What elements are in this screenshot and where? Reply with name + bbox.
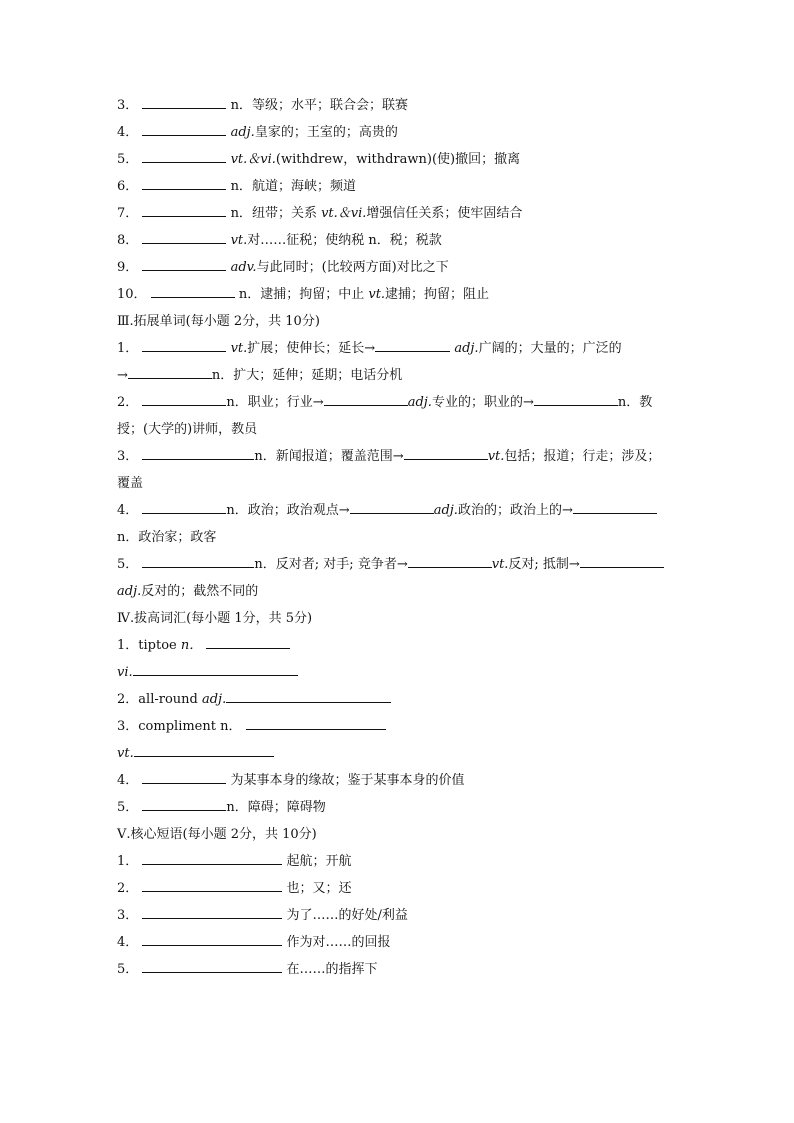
meaning: 纽带；关系	[251, 206, 322, 221]
extend-item-continued	[117, 578, 679, 605]
answer-blank[interactable]	[580, 554, 664, 568]
part-of-speech: adj.	[201, 692, 227, 707]
meaning: 也；又；还	[282, 881, 352, 896]
meaning: 为某事本身的缘故；鉴于某事本身的价值	[226, 773, 465, 788]
worksheet-page	[117, 92, 679, 983]
vocab-item	[117, 146, 679, 173]
part-of-speech: adj.	[407, 395, 432, 410]
advanced-item	[117, 740, 679, 767]
item-number: 3．	[117, 98, 139, 113]
section-heading-5: Ⅴ.核心短语(每小题 2分，共 10分)	[117, 827, 317, 842]
part-of-speech: n．	[230, 206, 252, 221]
part-of-speech: vt.	[230, 233, 248, 248]
answer-blank[interactable]	[246, 716, 386, 730]
meaning: 扩展；使伸长；延长→	[247, 341, 376, 356]
vocab-item	[117, 227, 679, 254]
vocab-item	[117, 200, 679, 227]
meaning: 皇家的；王室的；高贵的	[254, 125, 398, 140]
part-of-speech: vt.	[487, 449, 505, 464]
meaning: 反对的；截然不同的	[141, 584, 259, 599]
answer-blank[interactable]	[142, 878, 282, 892]
item-number: 5．	[117, 152, 139, 167]
word: compliment	[138, 719, 221, 734]
answer-blank[interactable]	[142, 176, 226, 190]
answer-blank[interactable]	[128, 365, 212, 379]
part-of-speech: n．	[117, 530, 139, 545]
part-of-speech: adj.	[454, 341, 479, 356]
meaning: 航道；海峡；频道	[251, 179, 356, 194]
answer-blank[interactable]	[324, 392, 408, 406]
answer-blank[interactable]	[573, 500, 657, 514]
item-number: 4．	[117, 503, 139, 518]
part-of-speech: n．	[254, 449, 276, 464]
item-number: 8．	[117, 233, 139, 248]
part-of-speech: vt.	[117, 746, 134, 761]
meaning: 在……的指挥下	[282, 962, 378, 977]
meaning: 政治的；政治上的→	[457, 503, 573, 518]
meaning: 反对者; 对手; 竞争者→	[275, 557, 408, 572]
part-of-speech: vi.	[117, 665, 133, 680]
answer-blank[interactable]	[142, 122, 226, 136]
meaning: 教	[639, 395, 653, 410]
advanced-item	[117, 686, 679, 713]
answer-blank[interactable]	[142, 257, 226, 271]
meaning: 作为对……的回报	[282, 935, 391, 950]
item-number: 6．	[117, 179, 139, 194]
part-of-speech: n．	[226, 800, 248, 815]
word: all-round	[138, 692, 202, 707]
answer-blank[interactable]	[142, 203, 226, 217]
meaning: 扩大；延伸；延期；电话分机	[233, 368, 403, 383]
answer-blank[interactable]	[408, 554, 492, 568]
extend-item-continued	[117, 524, 679, 551]
item-number: 1．	[117, 854, 139, 869]
part-of-speech: n．	[230, 179, 252, 194]
advanced-item	[117, 767, 679, 794]
part-of-speech: adj.	[230, 125, 255, 140]
answer-blank[interactable]	[226, 689, 391, 703]
item-number: 2．	[117, 395, 139, 410]
advanced-item	[117, 794, 679, 821]
extend-item	[117, 389, 679, 416]
answer-blank[interactable]	[142, 797, 226, 811]
item-number: 5．	[117, 962, 139, 977]
part-of-speech-2: vt.＆vi.	[321, 206, 367, 221]
answer-blank[interactable]	[350, 500, 434, 514]
section-heading-3: Ⅲ.拓展单词(每小题 2分，共 10分)	[117, 314, 320, 329]
answer-blank[interactable]	[134, 743, 274, 757]
part-of-speech-2: vt.	[368, 287, 386, 302]
item-number: 10．	[117, 287, 147, 302]
answer-blank[interactable]	[142, 230, 226, 244]
item-number: 5．	[117, 557, 139, 572]
word: tiptoe	[138, 638, 181, 653]
meaning: 障碍；障碍物	[247, 800, 326, 815]
answer-blank[interactable]	[142, 338, 226, 352]
item-number: 3．	[117, 719, 139, 734]
answer-blank[interactable]	[142, 500, 226, 514]
meaning: 授；(大学的)讲师，教员	[117, 422, 258, 437]
part-of-speech: n．	[230, 98, 252, 113]
part-of-speech: n．	[211, 368, 234, 383]
item-number: 5．	[117, 800, 139, 815]
answer-blank[interactable]	[404, 446, 488, 460]
part-of-speech: adj.	[433, 503, 458, 518]
answer-blank[interactable]	[206, 635, 290, 649]
answer-blank[interactable]	[142, 95, 226, 109]
phrase-item	[117, 902, 679, 929]
part-of-speech-2: n．	[368, 233, 390, 248]
answer-blank[interactable]	[142, 851, 282, 865]
answer-blank[interactable]	[142, 770, 226, 784]
part-of-speech: vt.	[230, 341, 248, 356]
item-number: 1．	[117, 341, 139, 356]
vocab-item	[117, 173, 679, 200]
part-of-speech: n．	[226, 395, 248, 410]
meaning: 新闻报道；覆盖范围→	[275, 449, 404, 464]
meaning: 逮捕；拘留；中止	[260, 287, 369, 302]
meaning: 包括；报道；行走；涉及；	[504, 449, 661, 464]
extend-item-continued	[117, 362, 679, 389]
part-of-speech: n．	[238, 287, 261, 302]
meaning: 广阔的；大量的；广泛的	[478, 341, 622, 356]
meaning: 覆盖	[117, 476, 144, 491]
answer-blank[interactable]	[151, 284, 235, 298]
extend-item-continued	[117, 470, 679, 497]
meaning-2: 逮捕；拘留；阻止	[385, 287, 490, 302]
answer-blank[interactable]	[142, 554, 254, 568]
extend-item-continued	[117, 416, 679, 443]
phrase-item	[117, 848, 679, 875]
meaning: 政治；政治观点→	[247, 503, 350, 518]
answer-blank[interactable]	[142, 149, 226, 163]
meaning: 职业；行业→	[247, 395, 324, 410]
advanced-item	[117, 713, 679, 740]
part-of-speech: vt.	[491, 557, 509, 572]
answer-blank[interactable]	[375, 338, 450, 352]
phrase-item	[117, 875, 679, 902]
item-number: 2．	[117, 881, 139, 896]
item-number: 4．	[117, 773, 139, 788]
answer-blank[interactable]	[534, 392, 618, 406]
vocab-item	[117, 281, 679, 308]
part-of-speech: adj.	[117, 584, 142, 599]
meaning: 反对; 抵制→	[508, 557, 580, 572]
part-of-speech: adv.	[230, 260, 257, 275]
part-of-speech: n．	[180, 638, 203, 653]
meaning: 对……征税；使纳税	[247, 233, 369, 248]
extend-item	[117, 551, 679, 578]
item-number: 7．	[117, 206, 139, 221]
item-number: 2．	[117, 692, 139, 707]
item-number: 4．	[117, 125, 139, 140]
part-of-speech: n．	[617, 395, 640, 410]
vocab-item	[117, 119, 679, 146]
meaning-2: 增强信任关系；使牢固结合	[366, 206, 523, 221]
vocab-item	[117, 92, 679, 119]
item-number: 9．	[117, 260, 139, 275]
extend-item	[117, 497, 679, 524]
answer-blank[interactable]	[133, 662, 298, 676]
meaning-2: 税；税款	[389, 233, 442, 248]
answer-blank[interactable]	[142, 959, 282, 973]
vocab-item	[117, 254, 679, 281]
meaning: 专业的；职业的→	[431, 395, 534, 410]
item-number: 3．	[117, 449, 139, 464]
arrow: →	[117, 368, 128, 383]
meaning: (withdrew，withdrawn)(使)撤回；撤离	[275, 152, 521, 167]
part-of-speech: vt.＆vi.	[230, 152, 276, 167]
extend-item	[117, 335, 679, 362]
meaning: 等级；水平；联合会；联赛	[251, 98, 408, 113]
section-heading-4: Ⅳ.拔高词汇(每小题 1分，共 5分)	[117, 611, 313, 626]
extend-item	[117, 443, 679, 470]
answer-blank[interactable]	[142, 392, 226, 406]
meaning: 政治家；政客	[138, 530, 217, 545]
meaning: 起航；开航	[282, 854, 352, 869]
meaning: 与此同时；(比较两方面)对比之下	[256, 260, 449, 275]
advanced-item	[117, 659, 679, 686]
part-of-speech: n．	[226, 503, 248, 518]
item-number: 3．	[117, 908, 139, 923]
phrase-item	[117, 929, 679, 956]
meaning: 为了……的好处/利益	[282, 908, 408, 923]
answer-blank[interactable]	[142, 446, 254, 460]
part-of-speech: n．	[220, 719, 242, 734]
answer-blank[interactable]	[142, 905, 282, 919]
answer-blank[interactable]	[142, 932, 282, 946]
item-number: 1．	[117, 638, 139, 653]
advanced-item	[117, 632, 679, 659]
part-of-speech: n．	[254, 557, 276, 572]
phrase-item	[117, 956, 679, 983]
item-number: 4．	[117, 935, 139, 950]
